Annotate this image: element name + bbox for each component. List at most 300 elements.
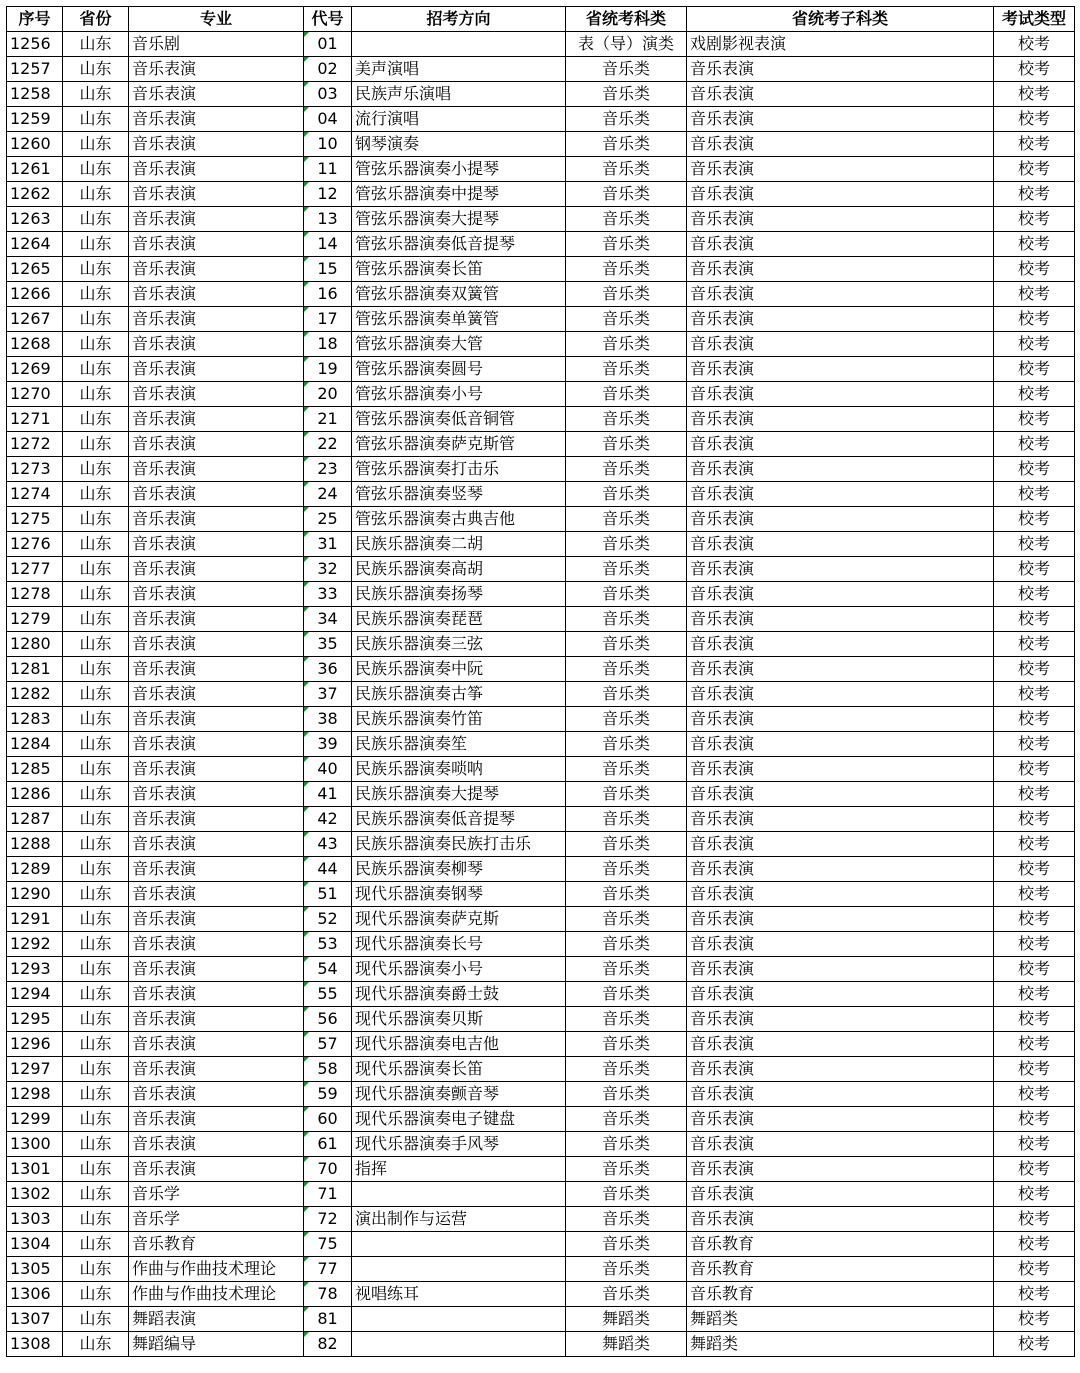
cell-code: 24 — [304, 482, 352, 507]
cell-province: 山东 — [63, 882, 129, 907]
cell-exam-type: 校考 — [994, 707, 1075, 732]
cell-province: 山东 — [63, 857, 129, 882]
cell-seq: 1276 — [7, 532, 63, 557]
table-row — [7, 357, 1075, 382]
cell-seq: 1269 — [7, 357, 63, 382]
cell-category: 音乐类 — [566, 732, 687, 757]
cell-exam-type: 校考 — [994, 982, 1075, 1007]
cell-subcategory: 音乐表演 — [687, 1132, 994, 1157]
cell-direction: 现代乐器演奏爵士鼓 — [352, 982, 566, 1007]
cell-category: 音乐类 — [566, 857, 687, 882]
cell-code: 22 — [304, 432, 352, 457]
cell-province: 山东 — [63, 907, 129, 932]
cell-code: 17 — [304, 307, 352, 332]
cell-province: 山东 — [63, 157, 129, 182]
cell-major: 作曲与作曲技术理论 — [129, 1282, 304, 1307]
cell-seq: 1290 — [7, 882, 63, 907]
cell-direction: 管弦乐器演奏小提琴 — [352, 157, 566, 182]
table-row — [7, 607, 1075, 632]
cell-seq: 1261 — [7, 157, 63, 182]
cell-subcategory: 音乐表演 — [687, 732, 994, 757]
cell-exam-type: 校考 — [994, 257, 1075, 282]
cell-province: 山东 — [63, 1032, 129, 1057]
table-row — [7, 957, 1075, 982]
cell-code: 33 — [304, 582, 352, 607]
cell-subcategory: 音乐教育 — [687, 1232, 994, 1257]
cell-subcategory: 音乐表演 — [687, 57, 994, 82]
table-row — [7, 832, 1075, 857]
header-province: 省份 — [63, 7, 129, 32]
cell-seq: 1303 — [7, 1207, 63, 1232]
table-row — [7, 382, 1075, 407]
cell-category: 音乐类 — [566, 982, 687, 1007]
cell-exam-type: 校考 — [994, 957, 1075, 982]
table-row — [7, 57, 1075, 82]
cell-seq: 1306 — [7, 1282, 63, 1307]
cell-code: 32 — [304, 557, 352, 582]
cell-category: 音乐类 — [566, 832, 687, 857]
cell-code: 16 — [304, 282, 352, 307]
cell-code: 60 — [304, 1107, 352, 1132]
cell-direction: 现代乐器演奏萨克斯 — [352, 907, 566, 932]
cell-exam-type: 校考 — [994, 107, 1075, 132]
table-row — [7, 632, 1075, 657]
cell-province: 山东 — [63, 257, 129, 282]
cell-major: 音乐表演 — [129, 932, 304, 957]
cell-exam-type: 校考 — [994, 157, 1075, 182]
table-row — [7, 657, 1075, 682]
cell-province: 山东 — [63, 1157, 129, 1182]
table-row — [7, 1182, 1075, 1207]
cell-code: 35 — [304, 632, 352, 657]
cell-code: 10 — [304, 132, 352, 157]
cell-category: 音乐类 — [566, 557, 687, 582]
cell-category: 音乐类 — [566, 357, 687, 382]
cell-province: 山东 — [63, 382, 129, 407]
cell-seq: 1304 — [7, 1232, 63, 1257]
table-row — [7, 532, 1075, 557]
cell-exam-type: 校考 — [994, 632, 1075, 657]
cell-province: 山东 — [63, 357, 129, 382]
cell-category: 音乐类 — [566, 1257, 687, 1282]
cell-code: 39 — [304, 732, 352, 757]
cell-direction: 管弦乐器演奏大提琴 — [352, 207, 566, 232]
cell-subcategory: 音乐表演 — [687, 1182, 994, 1207]
table-row — [7, 1032, 1075, 1057]
cell-code: 37 — [304, 682, 352, 707]
cell-seq: 1287 — [7, 807, 63, 832]
cell-category: 音乐类 — [566, 307, 687, 332]
cell-province: 山东 — [63, 832, 129, 857]
table-row — [7, 807, 1075, 832]
cell-seq: 1260 — [7, 132, 63, 157]
cell-major: 音乐表演 — [129, 432, 304, 457]
table-row — [7, 1257, 1075, 1282]
cell-category: 音乐类 — [566, 257, 687, 282]
table-row — [7, 982, 1075, 1007]
cell-exam-type: 校考 — [994, 1107, 1075, 1132]
cell-direction: 民族乐器演奏低音提琴 — [352, 807, 566, 832]
cell-seq: 1284 — [7, 732, 63, 757]
cell-category: 音乐类 — [566, 1157, 687, 1182]
cell-code: 38 — [304, 707, 352, 732]
table-row — [7, 82, 1075, 107]
cell-province: 山东 — [63, 182, 129, 207]
cell-direction: 民族乐器演奏柳琴 — [352, 857, 566, 882]
cell-category: 音乐类 — [566, 607, 687, 632]
cell-direction: 民族乐器演奏竹笛 — [352, 707, 566, 732]
cell-exam-type: 校考 — [994, 182, 1075, 207]
cell-major: 音乐表演 — [129, 657, 304, 682]
cell-subcategory: 音乐表演 — [687, 757, 994, 782]
table-row — [7, 32, 1075, 57]
cell-exam-type: 校考 — [994, 482, 1075, 507]
table-row — [7, 307, 1075, 332]
cell-province: 山东 — [63, 607, 129, 632]
cell-seq: 1278 — [7, 582, 63, 607]
cell-direction: 演出制作与运营 — [352, 1207, 566, 1232]
cell-major: 舞蹈表演 — [129, 1307, 304, 1332]
cell-province: 山东 — [63, 707, 129, 732]
cell-seq: 1293 — [7, 957, 63, 982]
cell-code: 19 — [304, 357, 352, 382]
cell-code: 04 — [304, 107, 352, 132]
cell-code: 44 — [304, 857, 352, 882]
cell-seq: 1302 — [7, 1182, 63, 1207]
header-subcategory: 省统考子科类 — [687, 7, 994, 32]
cell-code: 77 — [304, 1257, 352, 1282]
table-body — [7, 32, 1075, 1357]
cell-subcategory: 音乐表演 — [687, 632, 994, 657]
cell-exam-type: 校考 — [994, 582, 1075, 607]
cell-subcategory: 音乐表演 — [687, 857, 994, 882]
cell-seq: 1282 — [7, 682, 63, 707]
cell-subcategory: 音乐表演 — [687, 107, 994, 132]
cell-exam-type: 校考 — [994, 432, 1075, 457]
cell-exam-type: 校考 — [994, 507, 1075, 532]
cell-code: 02 — [304, 57, 352, 82]
cell-subcategory: 音乐表演 — [687, 707, 994, 732]
cell-category: 音乐类 — [566, 107, 687, 132]
cell-province: 山东 — [63, 932, 129, 957]
cell-category: 音乐类 — [566, 782, 687, 807]
cell-major: 作曲与作曲技术理论 — [129, 1257, 304, 1282]
cell-code: 58 — [304, 1057, 352, 1082]
cell-seq: 1288 — [7, 832, 63, 857]
cell-major: 音乐表演 — [129, 382, 304, 407]
cell-code: 36 — [304, 657, 352, 682]
cell-exam-type: 校考 — [994, 82, 1075, 107]
cell-exam-type: 校考 — [994, 1282, 1075, 1307]
cell-major: 音乐表演 — [129, 1032, 304, 1057]
table-row — [7, 257, 1075, 282]
cell-direction: 现代乐器演奏长笛 — [352, 1057, 566, 1082]
cell-category: 音乐类 — [566, 582, 687, 607]
cell-category: 音乐类 — [566, 707, 687, 732]
cell-direction — [352, 1182, 566, 1207]
cell-major: 音乐表演 — [129, 257, 304, 282]
table-row — [7, 1157, 1075, 1182]
cell-exam-type: 校考 — [994, 682, 1075, 707]
cell-direction: 民族乐器演奏笙 — [352, 732, 566, 757]
cell-seq: 1289 — [7, 857, 63, 882]
cell-category: 舞蹈类 — [566, 1332, 687, 1357]
table-row — [7, 732, 1075, 757]
cell-subcategory: 音乐表演 — [687, 832, 994, 857]
table-row — [7, 207, 1075, 232]
cell-seq: 1300 — [7, 1132, 63, 1157]
table-row — [7, 332, 1075, 357]
cell-province: 山东 — [63, 1207, 129, 1232]
cell-province: 山东 — [63, 1332, 129, 1357]
cell-exam-type: 校考 — [994, 407, 1075, 432]
cell-subcategory: 音乐表演 — [687, 282, 994, 307]
cell-major: 音乐表演 — [129, 1157, 304, 1182]
cell-exam-type: 校考 — [994, 132, 1075, 157]
table-row — [7, 482, 1075, 507]
cell-exam-type: 校考 — [994, 732, 1075, 757]
cell-major: 音乐表演 — [129, 457, 304, 482]
cell-exam-type: 校考 — [994, 932, 1075, 957]
cell-category: 音乐类 — [566, 1057, 687, 1082]
table-row — [7, 457, 1075, 482]
cell-seq: 1292 — [7, 932, 63, 957]
cell-direction: 现代乐器演奏小号 — [352, 957, 566, 982]
cell-seq: 1279 — [7, 607, 63, 632]
cell-seq: 1263 — [7, 207, 63, 232]
cell-major: 音乐表演 — [129, 282, 304, 307]
table-row — [7, 932, 1075, 957]
table-row — [7, 1282, 1075, 1307]
cell-code: 25 — [304, 507, 352, 532]
cell-subcategory: 音乐表演 — [687, 907, 994, 932]
cell-province: 山东 — [63, 307, 129, 332]
cell-code: 54 — [304, 957, 352, 982]
spreadsheet — [6, 6, 1075, 1357]
cell-subcategory: 音乐表演 — [687, 357, 994, 382]
cell-code: 53 — [304, 932, 352, 957]
cell-major: 音乐表演 — [129, 957, 304, 982]
cell-subcategory: 音乐表演 — [687, 132, 994, 157]
cell-code: 03 — [304, 82, 352, 107]
cell-direction: 民族乐器演奏唢呐 — [352, 757, 566, 782]
cell-province: 山东 — [63, 282, 129, 307]
cell-province: 山东 — [63, 57, 129, 82]
cell-direction: 管弦乐器演奏小号 — [352, 382, 566, 407]
cell-exam-type: 校考 — [994, 57, 1075, 82]
cell-exam-type: 校考 — [994, 1032, 1075, 1057]
table-row — [7, 1132, 1075, 1157]
cell-code: 01 — [304, 32, 352, 57]
cell-major: 音乐表演 — [129, 82, 304, 107]
cell-code: 72 — [304, 1207, 352, 1232]
cell-province: 山东 — [63, 582, 129, 607]
cell-direction: 民族声乐演唱 — [352, 82, 566, 107]
cell-subcategory: 音乐表演 — [687, 957, 994, 982]
cell-exam-type: 校考 — [994, 382, 1075, 407]
cell-direction: 钢琴演奏 — [352, 132, 566, 157]
cell-direction: 民族乐器演奏古筝 — [352, 682, 566, 707]
cell-province: 山东 — [63, 982, 129, 1007]
cell-seq: 1262 — [7, 182, 63, 207]
cell-seq: 1270 — [7, 382, 63, 407]
cell-major: 音乐表演 — [129, 407, 304, 432]
cell-seq: 1259 — [7, 107, 63, 132]
cell-code: 12 — [304, 182, 352, 207]
cell-code: 15 — [304, 257, 352, 282]
cell-exam-type: 校考 — [994, 1307, 1075, 1332]
cell-major: 音乐表演 — [129, 832, 304, 857]
cell-major: 音乐表演 — [129, 1007, 304, 1032]
cell-exam-type: 校考 — [994, 1007, 1075, 1032]
cell-category: 音乐类 — [566, 207, 687, 232]
cell-province: 山东 — [63, 482, 129, 507]
cell-category: 音乐类 — [566, 332, 687, 357]
cell-major: 音乐表演 — [129, 632, 304, 657]
cell-province: 山东 — [63, 1057, 129, 1082]
cell-major: 音乐表演 — [129, 507, 304, 532]
cell-subcategory: 音乐表演 — [687, 932, 994, 957]
cell-seq: 1298 — [7, 1082, 63, 1107]
cell-category: 音乐类 — [566, 457, 687, 482]
cell-major: 音乐表演 — [129, 882, 304, 907]
cell-code: 34 — [304, 607, 352, 632]
cell-major: 音乐表演 — [129, 907, 304, 932]
cell-category: 音乐类 — [566, 57, 687, 82]
cell-code: 40 — [304, 757, 352, 782]
cell-seq: 1268 — [7, 332, 63, 357]
cell-province: 山东 — [63, 632, 129, 657]
cell-major: 音乐学 — [129, 1182, 304, 1207]
cell-subcategory: 音乐表演 — [687, 1082, 994, 1107]
cell-province: 山东 — [63, 432, 129, 457]
cell-major: 音乐表演 — [129, 807, 304, 832]
cell-seq: 1286 — [7, 782, 63, 807]
cell-direction: 视唱练耳 — [352, 1282, 566, 1307]
cell-code: 23 — [304, 457, 352, 482]
cell-exam-type: 校考 — [994, 1057, 1075, 1082]
cell-subcategory: 音乐表演 — [687, 382, 994, 407]
cell-code: 59 — [304, 1082, 352, 1107]
cell-province: 山东 — [63, 207, 129, 232]
header-code: 代号 — [304, 7, 352, 32]
cell-category: 音乐类 — [566, 132, 687, 157]
cell-major: 音乐表演 — [129, 1057, 304, 1082]
cell-code: 61 — [304, 1132, 352, 1157]
cell-direction: 民族乐器演奏民族打击乐 — [352, 832, 566, 857]
cell-category: 音乐类 — [566, 957, 687, 982]
cell-code: 14 — [304, 232, 352, 257]
cell-category: 音乐类 — [566, 182, 687, 207]
cell-category: 音乐类 — [566, 1232, 687, 1257]
cell-seq: 1283 — [7, 707, 63, 732]
cell-subcategory: 音乐表演 — [687, 582, 994, 607]
cell-subcategory: 音乐表演 — [687, 432, 994, 457]
cell-major: 音乐表演 — [129, 682, 304, 707]
cell-code: 18 — [304, 332, 352, 357]
cell-category: 音乐类 — [566, 932, 687, 957]
cell-major: 音乐表演 — [129, 332, 304, 357]
cell-province: 山东 — [63, 107, 129, 132]
cell-seq: 1274 — [7, 482, 63, 507]
admissions-table — [6, 6, 1075, 1357]
cell-code: 21 — [304, 407, 352, 432]
cell-category: 音乐类 — [566, 407, 687, 432]
cell-direction: 管弦乐器演奏竖琴 — [352, 482, 566, 507]
cell-province: 山东 — [63, 557, 129, 582]
cell-subcategory: 戏剧影视表演 — [687, 32, 994, 57]
cell-exam-type: 校考 — [994, 1157, 1075, 1182]
table-row — [7, 1332, 1075, 1357]
cell-code: 20 — [304, 382, 352, 407]
cell-major: 音乐表演 — [129, 857, 304, 882]
cell-code: 52 — [304, 907, 352, 932]
table-row — [7, 432, 1075, 457]
cell-subcategory: 音乐表演 — [687, 457, 994, 482]
cell-province: 山东 — [63, 1107, 129, 1132]
cell-subcategory: 音乐表演 — [687, 1057, 994, 1082]
cell-major: 音乐表演 — [129, 1107, 304, 1132]
cell-subcategory: 音乐表演 — [687, 482, 994, 507]
cell-seq: 1296 — [7, 1032, 63, 1057]
table-row — [7, 907, 1075, 932]
cell-category: 音乐类 — [566, 807, 687, 832]
cell-subcategory: 音乐表演 — [687, 507, 994, 532]
cell-direction: 民族乐器演奏琵琶 — [352, 607, 566, 632]
cell-direction: 美声演唱 — [352, 57, 566, 82]
cell-exam-type: 校考 — [994, 782, 1075, 807]
cell-category: 音乐类 — [566, 382, 687, 407]
cell-major: 音乐表演 — [129, 132, 304, 157]
cell-category: 音乐类 — [566, 632, 687, 657]
cell-category: 音乐类 — [566, 1182, 687, 1207]
header-row — [7, 7, 1075, 32]
cell-seq: 1307 — [7, 1307, 63, 1332]
cell-seq: 1297 — [7, 1057, 63, 1082]
cell-major: 音乐表演 — [129, 1132, 304, 1157]
cell-category: 音乐类 — [566, 432, 687, 457]
table-row — [7, 282, 1075, 307]
cell-seq: 1257 — [7, 57, 63, 82]
cell-exam-type: 校考 — [994, 357, 1075, 382]
cell-major: 音乐表演 — [129, 357, 304, 382]
header-exam-type: 考试类型 — [994, 7, 1075, 32]
cell-seq: 1271 — [7, 407, 63, 432]
cell-province: 山东 — [63, 682, 129, 707]
cell-code: 31 — [304, 532, 352, 557]
cell-code: 82 — [304, 1332, 352, 1357]
cell-exam-type: 校考 — [994, 757, 1075, 782]
table-row — [7, 107, 1075, 132]
header-direction: 招考方向 — [352, 7, 566, 32]
table-row — [7, 582, 1075, 607]
cell-category: 音乐类 — [566, 1282, 687, 1307]
cell-subcategory: 音乐教育 — [687, 1282, 994, 1307]
table-row — [7, 1307, 1075, 1332]
cell-exam-type: 校考 — [994, 32, 1075, 57]
cell-province: 山东 — [63, 507, 129, 532]
cell-seq: 1305 — [7, 1257, 63, 1282]
cell-exam-type: 校考 — [994, 332, 1075, 357]
table-row — [7, 782, 1075, 807]
table-row — [7, 1007, 1075, 1032]
cell-code: 70 — [304, 1157, 352, 1182]
cell-seq: 1299 — [7, 1107, 63, 1132]
cell-major: 音乐表演 — [129, 1082, 304, 1107]
cell-subcategory: 音乐表演 — [687, 782, 994, 807]
cell-category: 音乐类 — [566, 757, 687, 782]
cell-seq: 1295 — [7, 1007, 63, 1032]
